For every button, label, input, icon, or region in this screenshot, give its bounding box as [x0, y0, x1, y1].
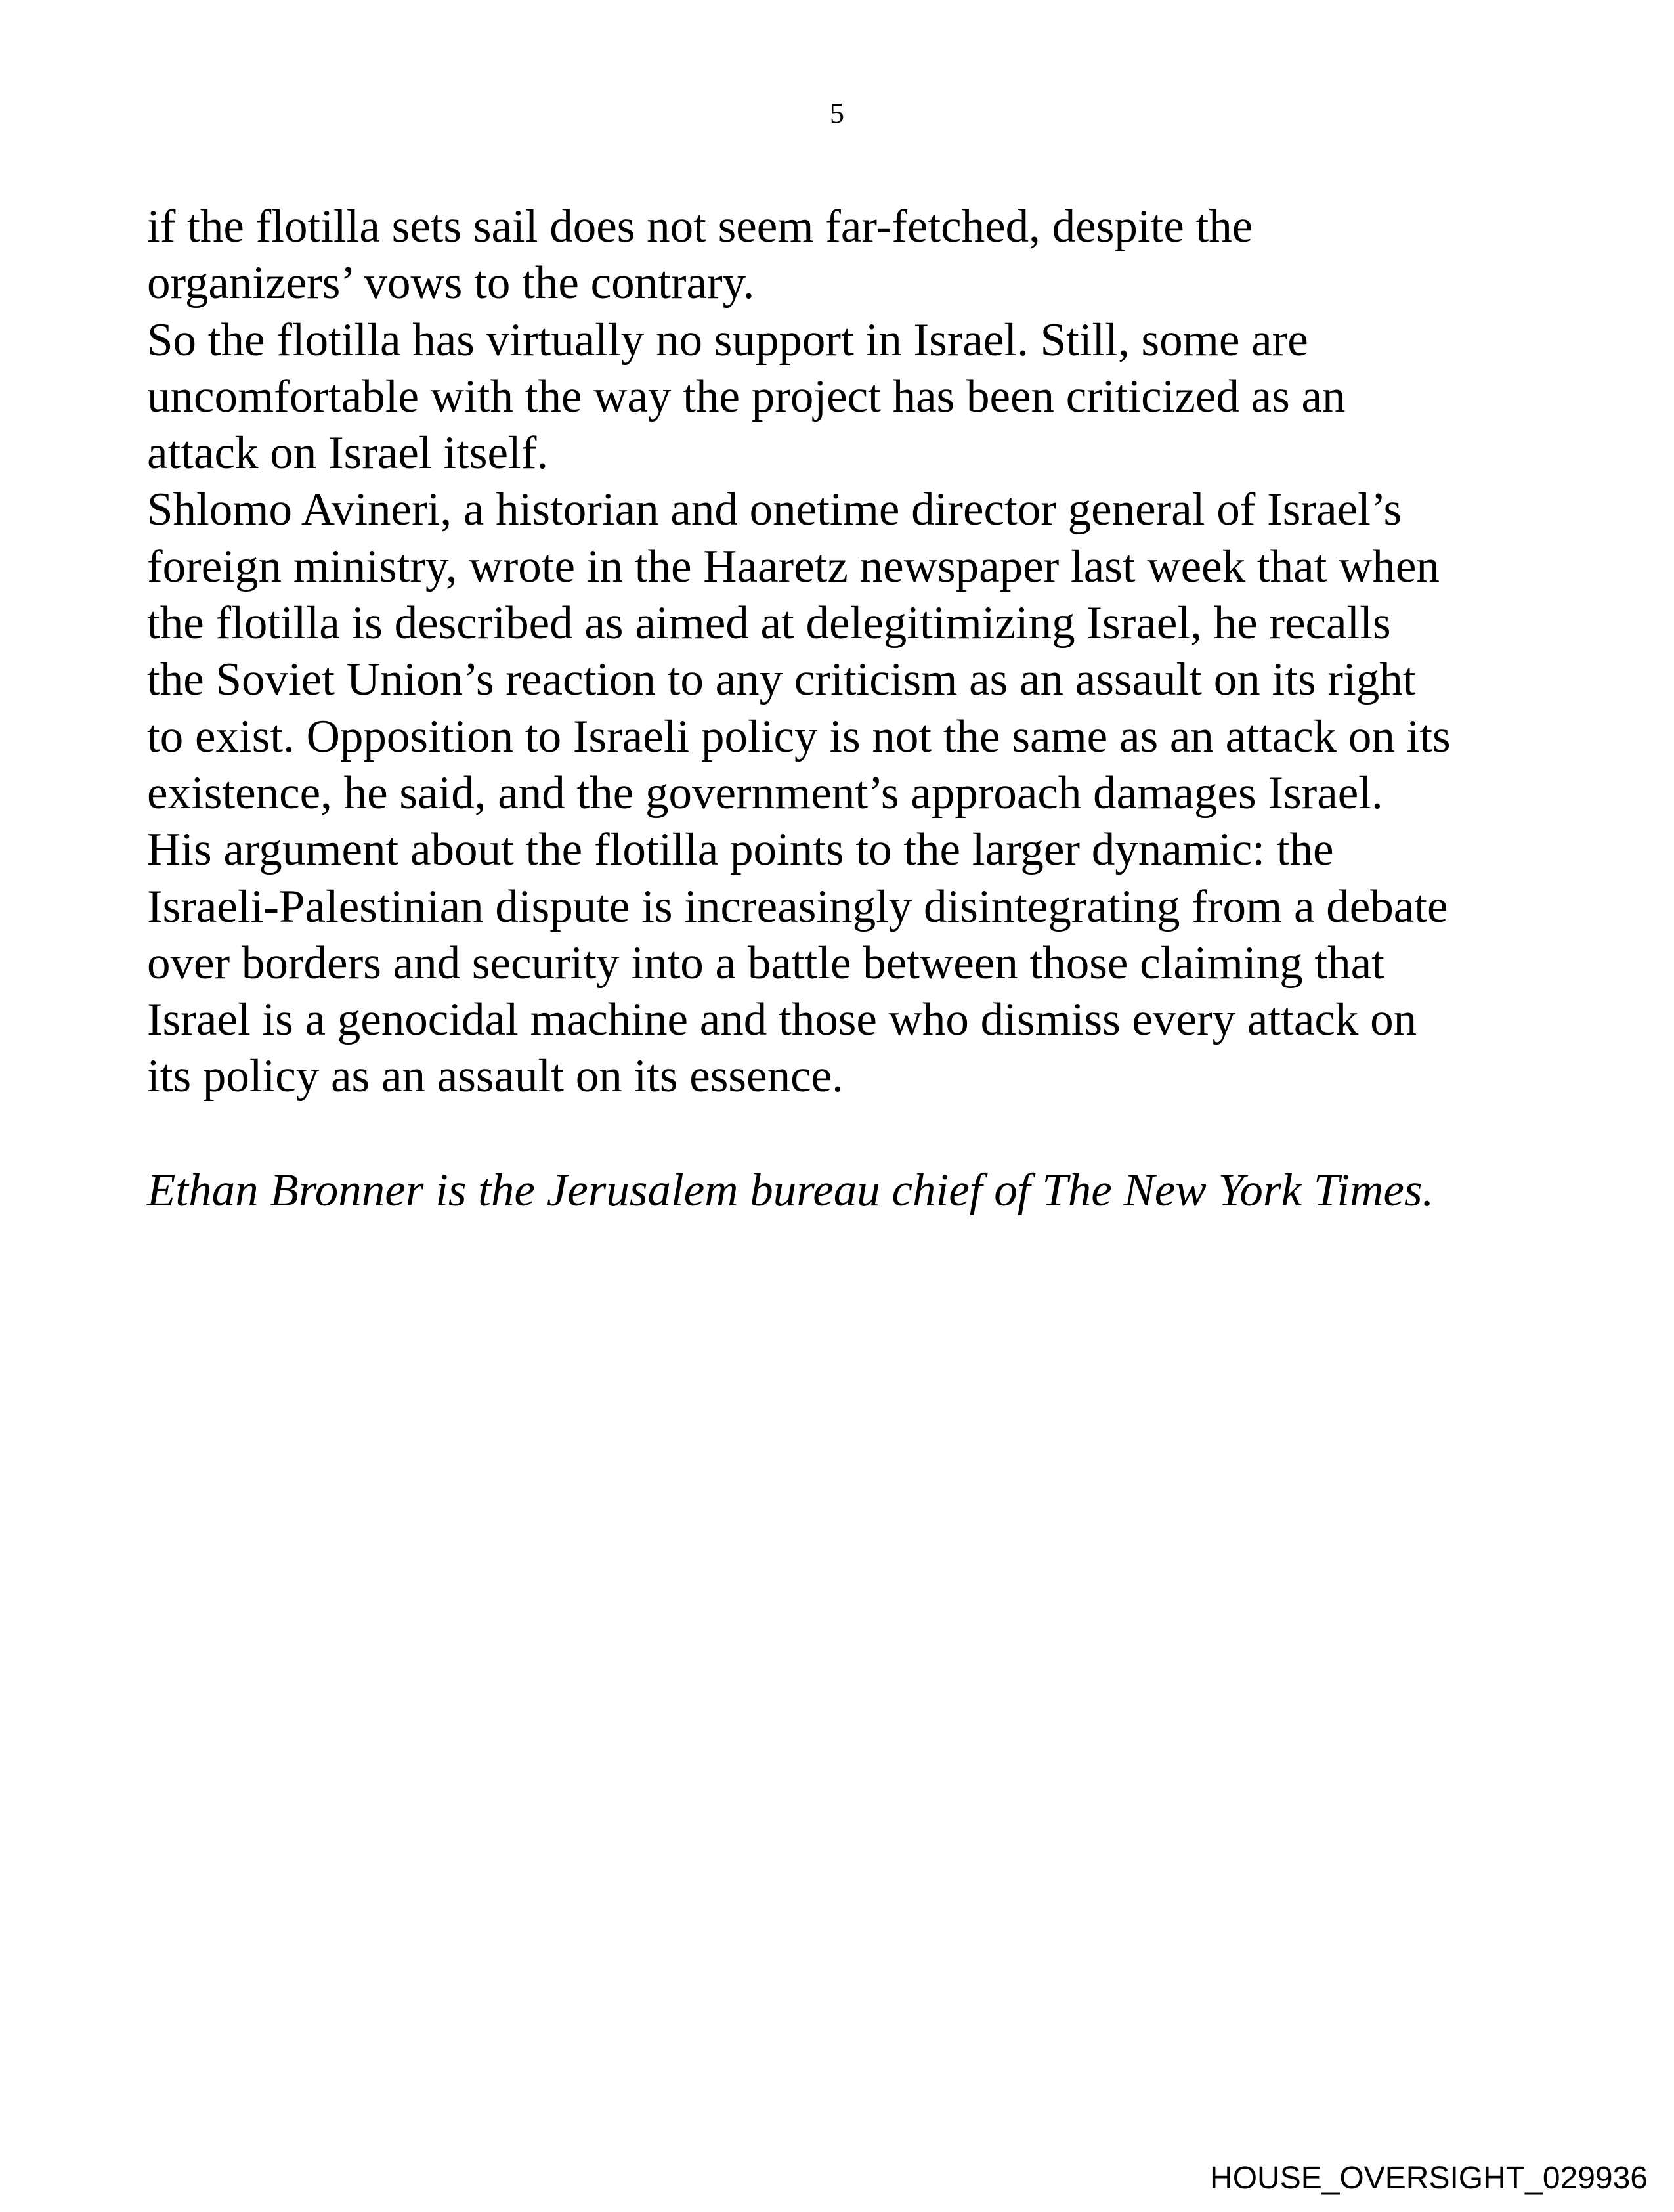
paragraph: [147, 821, 1591, 1104]
text-line: uncomfortable with the way the project has been criticized as an: [147, 370, 1346, 422]
text-line: organizers’ vows to the contrary.: [147, 257, 755, 309]
text-line: foreign ministry, wrote in the Haaretz newspaper last week that when: [147, 540, 1440, 592]
text-line: Israel is a genocidal machine and those who dismiss every attack on: [147, 994, 1417, 1046]
text-line: the Soviet Union’s reaction to any criticism as an assault on its right: [147, 654, 1416, 706]
paragraph: [147, 198, 1591, 312]
article-body: [147, 198, 1591, 1105]
bates-number: HOUSE_OVERSIGHT_029936: [1210, 2161, 1648, 2196]
paragraph: [147, 481, 1591, 821]
text-line: to exist. Opposition to Israeli policy is not the same as an attack on its: [147, 710, 1451, 762]
text-line: existence, he said, and the government’s approach damages Israel.: [147, 767, 1383, 819]
text-line: over borders and security into a battle between those claiming that: [147, 937, 1384, 989]
text-line: His argument about the flotilla points to the larger dynamic: the: [147, 824, 1334, 876]
page-number: 5: [830, 97, 844, 129]
text-line: its policy as an assault on its essence.: [147, 1051, 844, 1102]
text-line: if the flotilla sets sail does not seem far-fetched, despite the: [147, 201, 1253, 252]
text-line: the flotilla is described as aimed at delegitimizing Israel, he recalls: [147, 597, 1391, 649]
text-line: So the flotilla has virtually no support in Israel. Still, some are: [147, 314, 1308, 366]
paragraph: [147, 312, 1591, 482]
author-byline: Ethan Bronner is the Jerusalem bureau chief of The New York Times.: [147, 1165, 1434, 1216]
text-line: Shlomo Avineri, a historian and onetime director general of Israel’s: [147, 484, 1402, 536]
text-line: attack on Israel itself.: [147, 427, 549, 479]
text-line: Israeli-Palestinian dispute is increasingly disintegrating from a debate: [147, 880, 1448, 932]
